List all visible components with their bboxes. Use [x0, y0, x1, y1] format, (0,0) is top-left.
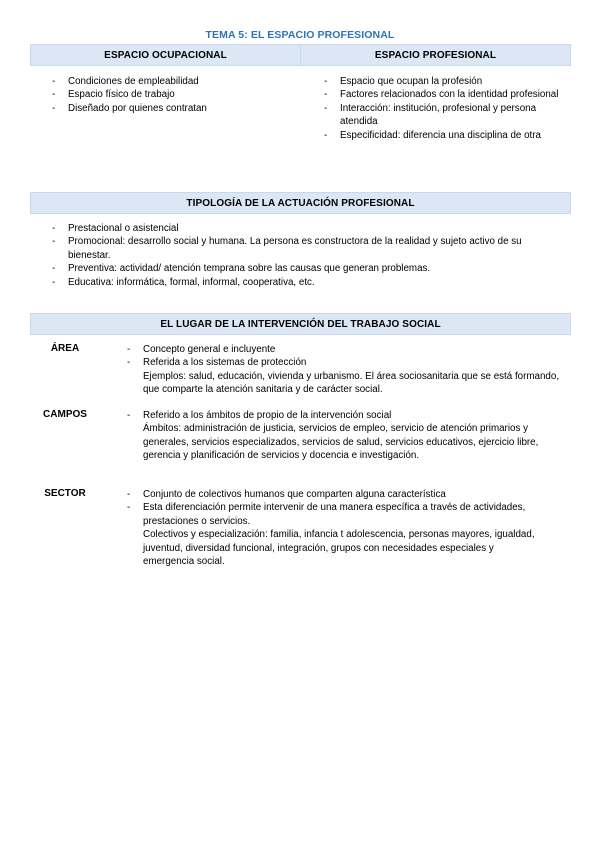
- list-item: - Referida a los sistemas de protección: [125, 356, 570, 369]
- espacio-profesional-header: ESPACIO PROFESIONAL: [374, 50, 497, 61]
- espacio-ocupacional-list: [50, 75, 290, 115]
- sector-text: Colectivos y especialización: familia, infancia t adolescencia, personas mayores, igualdad, juventud, diversidad funcional, integración, grupos con necesidades especiales y emergencia social.: [143, 529, 535, 568]
- tipologia-header: TIPOLOGÍA DE LA ACTUACIÓN PROFESIONAL: [30, 192, 571, 214]
- list-item: - Concepto general e incluyente: [125, 343, 570, 356]
- list-item: - Prestacional o asistencial: [50, 222, 545, 235]
- area-content: [125, 343, 570, 397]
- list-item: - Diseñado por quienes contratan: [50, 102, 290, 115]
- list-item: - Esta diferenciación permite intervenir de una manera específica a través de actividades, prestaciones o servicios.: [125, 501, 545, 528]
- list-item: - Referido a los ámbitos de propio de la intervención social: [125, 409, 545, 422]
- campos-label: CAMPOS: [43, 409, 87, 420]
- list-item: - Especificidad: diferencia una disciplina de otra: [322, 129, 566, 142]
- lugar-intervencion-header: EL LUGAR DE LA INTERVENCIÓN DEL TRABAJO SOCIAL: [30, 313, 571, 335]
- espacio-profesional-list: [322, 75, 566, 142]
- list-item: - Factores relacionados con la identidad profesional: [322, 88, 566, 101]
- section1-header: [30, 44, 571, 66]
- list-item: - Conjunto de colectivos humanos que comparten alguna característica: [125, 488, 545, 501]
- sector-content: [125, 488, 545, 568]
- list-item: - Promocional: desarrollo social y humana. La persona es constructora de la realidad y sujeto activo de su bienestar.: [50, 235, 545, 262]
- sector-label: SECTOR: [44, 488, 86, 499]
- campos-content: [125, 409, 545, 463]
- area-text: Ejemplos: salud, educación, vivienda y urbanismo. El área sociosanitaria que se está formando, que comparte la atención sanitaria y de carácter social.: [143, 370, 560, 396]
- list-item: - Preventiva: actividad/ atención temprana sobre las causas que generan problemas.: [50, 262, 545, 275]
- page-title: TEMA 5: EL ESPACIO PROFESIONAL: [205, 29, 395, 41]
- area-label: ÁREA: [50, 343, 80, 354]
- campos-text: Ámbitos: administración de justicia, servicios de empleo, servicio de atención primarios y generales, servicios especializados, servicios de salud, servicios educativos, ejercicio libre, gerencia y planificación de servicios y docencia e investigación.: [143, 423, 539, 462]
- espacio-ocupacional-header: ESPACIO OCUPACIONAL: [31, 45, 301, 65]
- list-item: - Condiciones de empleabilidad: [50, 75, 290, 88]
- list-item: - Espacio físico de trabajo: [50, 88, 290, 101]
- list-item: - Educativa: informática, formal, informal, cooperativa, etc.: [50, 276, 545, 289]
- list-item: - Interacción: institución, profesional y persona atendida: [322, 102, 566, 129]
- list-item: - Espacio que ocupan la profesión: [322, 75, 566, 88]
- tipologia-list: [50, 222, 545, 289]
